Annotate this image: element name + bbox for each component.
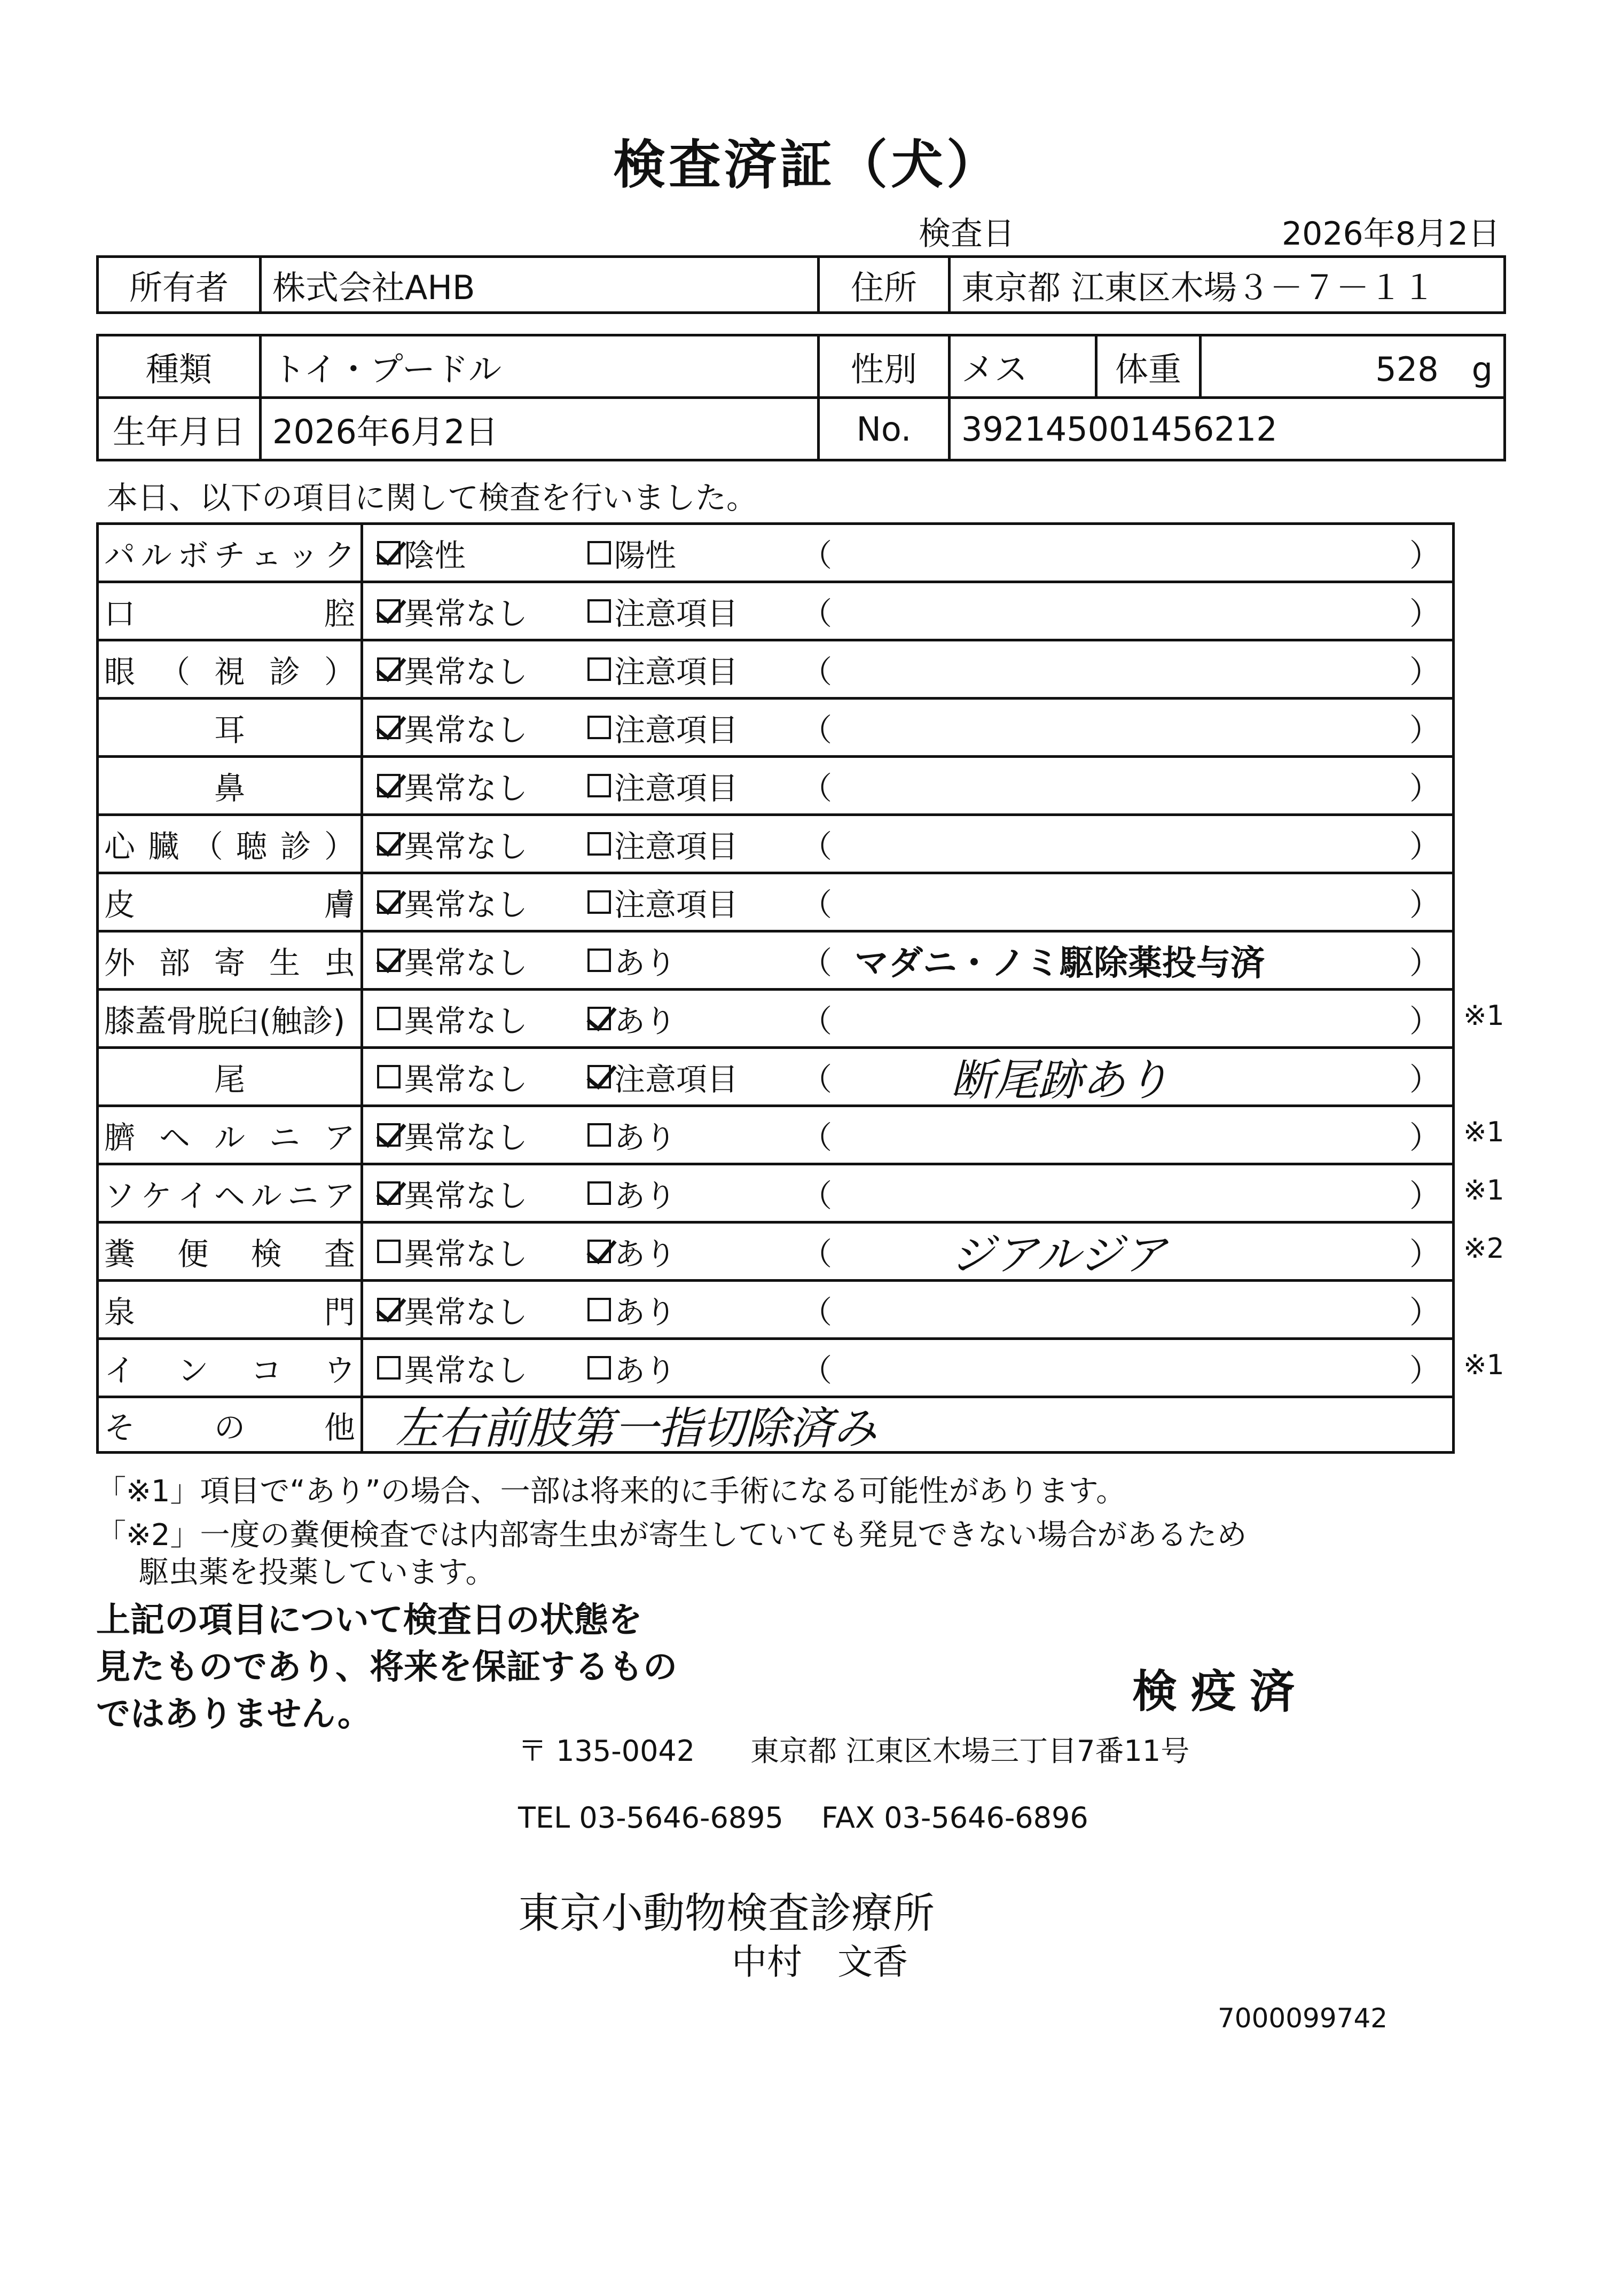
note-close-paren: ） — [1409, 654, 1440, 690]
serial-number: 7000099742 — [1218, 2003, 1388, 2034]
checkbox-icon[interactable] — [587, 949, 611, 972]
exam-note: ジアルジア — [951, 1229, 1167, 1281]
checkbox-icon[interactable] — [587, 1240, 611, 1263]
checkbox-icon[interactable] — [377, 657, 401, 681]
exam-options-cell — [362, 990, 1454, 1048]
option-label: 異常なし — [404, 595, 528, 632]
note-close-paren: ） — [1409, 595, 1440, 632]
checkbox-icon[interactable] — [377, 949, 401, 972]
exam-row — [98, 757, 1454, 815]
exam-item-label: 膝蓋骨脱臼(触診) — [104, 1003, 346, 1039]
exam-checklist — [96, 522, 1455, 1454]
owner-label: 所有者 — [98, 257, 261, 313]
footnote-mark: ※1 — [1463, 1000, 1504, 1032]
exam-item-label: パ ル ボ チ ェ ッ ク — [104, 537, 355, 574]
footnote-mark: ※1 — [1463, 1116, 1504, 1148]
exam-options-cell — [362, 815, 1454, 873]
exam-options-cell — [362, 699, 1454, 757]
doctor-name: 中村 文香 — [732, 1941, 908, 1982]
owner-value: 株式会社AHB — [261, 257, 819, 313]
sex-value: メス — [950, 335, 1096, 398]
exam-options-cell — [362, 931, 1454, 990]
note-open-paren: （ — [801, 1236, 833, 1272]
exam-note: マダニ・ノミ駆除薬投与済 — [854, 944, 1265, 983]
checkbox-icon[interactable] — [587, 832, 611, 856]
exam-item-cell — [98, 1164, 362, 1223]
note-open-paren: （ — [801, 1352, 833, 1389]
footnote-2-line2: 駆虫薬を投薬しています。 — [139, 1555, 496, 1590]
checkbox-icon[interactable] — [377, 832, 401, 856]
checkbox-icon[interactable] — [587, 541, 611, 565]
checkbox-icon[interactable] — [377, 1181, 401, 1205]
exam-options-cell — [362, 1106, 1454, 1164]
exam-item-label: 皮 膚 — [104, 887, 355, 923]
address-value: 東京都 江東区木場３－７－１１ — [950, 257, 1505, 313]
option-abnormal[interactable] — [587, 589, 738, 633]
option-label: 注意項目 — [614, 595, 739, 632]
exam-row — [98, 1339, 1454, 1397]
exam-item-label: 眼 （ 視 診 ） — [104, 654, 355, 690]
exam-row — [98, 1223, 1454, 1281]
option-label: あり — [614, 945, 677, 981]
exam-item-cell — [98, 873, 362, 931]
checkbox-icon[interactable] — [377, 774, 401, 797]
option-label: あり — [614, 1352, 677, 1389]
weight-label: 体重 — [1096, 335, 1201, 398]
option-label: あり — [614, 1294, 677, 1330]
note-close-paren: ） — [1409, 1352, 1440, 1389]
exam-row — [98, 699, 1454, 757]
option-abnormal[interactable] — [587, 530, 676, 575]
option-normal[interactable] — [377, 530, 466, 575]
option-label: 注意項目 — [614, 712, 739, 748]
exam-item-label: 耳 — [214, 712, 245, 748]
no-label: No. — [819, 398, 950, 460]
checkbox-icon[interactable] — [377, 716, 401, 739]
exam-item-label: イ ン コ ウ — [104, 1352, 355, 1389]
quarantine-stamp: 検疫済 — [1132, 1665, 1309, 1718]
exam-item-cell — [98, 524, 362, 582]
option-label: あり — [614, 1236, 677, 1272]
note-close-paren: ） — [1409, 945, 1440, 981]
disclaimer-line2: 見たものであり、将来を保証するもの — [96, 1648, 677, 1687]
intro-text: 本日、以下の項目に関して検査を行いました。 — [107, 480, 758, 516]
exam-item-label: 鼻 — [214, 770, 245, 806]
exam-row — [98, 524, 1454, 582]
note-open-paren: （ — [801, 537, 833, 574]
option-label: 異常なし — [404, 1294, 528, 1330]
option-normal[interactable] — [377, 763, 528, 808]
exam-options-cell — [362, 1164, 1454, 1223]
option-abnormal[interactable] — [587, 763, 738, 808]
dob-value: 2026年6月2日 — [261, 398, 819, 460]
exam-item-label: 心 臓 （ 聴 診 ） — [104, 828, 355, 865]
option-normal[interactable] — [377, 1112, 528, 1157]
note-close-paren: ） — [1409, 828, 1440, 865]
option-label: 異常なし — [404, 945, 528, 981]
exam-date-label: 検査日 — [919, 215, 1015, 253]
option-label: 異常なし — [404, 1061, 528, 1098]
option-abnormal[interactable] — [587, 938, 676, 983]
option-normal[interactable] — [377, 705, 528, 750]
option-label: 注意項目 — [614, 887, 739, 923]
disclaimer-line3: ではありません。 — [96, 1695, 372, 1734]
note-open-paren: （ — [801, 1178, 833, 1214]
clinic-name: 東京小動物検査診療所 — [518, 1890, 935, 1938]
option-normal[interactable] — [377, 647, 528, 692]
exam-options-cell — [362, 757, 1454, 815]
option-normal[interactable] — [377, 1171, 528, 1216]
exam-row — [98, 1281, 1454, 1339]
exam-item-cell — [98, 640, 362, 699]
option-label: 注意項目 — [614, 654, 739, 690]
checkbox-icon[interactable] — [587, 1123, 611, 1147]
breed-label: 種類 — [98, 335, 261, 398]
checkbox-icon[interactable] — [587, 1181, 611, 1205]
checkbox-icon[interactable] — [377, 1123, 401, 1147]
exam-item-cell — [98, 1223, 362, 1281]
note-open-paren: （ — [801, 945, 833, 981]
note-close-paren: ） — [1409, 1119, 1440, 1156]
exam-row — [98, 582, 1454, 640]
option-label: 異常なし — [404, 1352, 528, 1389]
note-close-paren: ） — [1409, 537, 1440, 574]
option-normal[interactable] — [377, 880, 528, 924]
option-abnormal[interactable] — [587, 705, 738, 750]
note-open-paren: （ — [801, 887, 833, 923]
exam-date-value: 2026年8月2日 — [1282, 215, 1501, 253]
exam-options-cell — [362, 1048, 1454, 1106]
checkbox-icon[interactable] — [587, 1298, 611, 1321]
checkbox-icon[interactable] — [377, 1356, 401, 1380]
option-label: 陰性 — [404, 537, 466, 574]
note-open-paren: （ — [801, 1003, 833, 1039]
note-open-paren: （ — [801, 712, 833, 748]
note-close-paren: ） — [1409, 1236, 1440, 1272]
option-label: 異常なし — [404, 712, 528, 748]
option-normal[interactable] — [377, 996, 528, 1041]
checkbox-icon[interactable] — [377, 890, 401, 914]
note-open-paren: （ — [801, 828, 833, 865]
option-abnormal[interactable] — [587, 647, 738, 692]
note-open-paren: （ — [801, 1294, 833, 1330]
option-label: あり — [614, 1119, 677, 1156]
note-open-paren: （ — [801, 595, 833, 632]
note-open-paren: （ — [801, 770, 833, 806]
option-abnormal[interactable] — [587, 821, 738, 866]
checkbox-icon[interactable] — [587, 774, 611, 797]
checkbox-icon[interactable] — [587, 1065, 611, 1088]
exam-options-cell — [362, 1223, 1454, 1281]
option-abnormal[interactable] — [587, 880, 738, 924]
exam-options-cell — [362, 582, 1454, 640]
option-normal[interactable] — [377, 1054, 528, 1099]
exam-row — [98, 931, 1454, 990]
other-label: そ の 他 — [104, 1409, 355, 1446]
exam-item-cell — [98, 1048, 362, 1106]
footnote-mark: ※2 — [1463, 1233, 1504, 1265]
note-close-paren: ） — [1409, 770, 1440, 806]
checkbox-icon[interactable] — [587, 599, 611, 623]
address-label: 住所 — [819, 257, 950, 313]
note-close-paren: ） — [1409, 1294, 1440, 1330]
option-label: 異常なし — [404, 887, 528, 923]
checkbox-icon[interactable] — [587, 657, 611, 681]
exam-options-cell — [362, 1339, 1454, 1397]
exam-row — [98, 640, 1454, 699]
checkbox-icon[interactable] — [377, 1007, 401, 1030]
footnote-2-line1: 「※2」一度の糞便検査では内部寄生虫が寄生していても発見できない場合があるため — [96, 1518, 1247, 1553]
other-value-cell — [362, 1397, 1454, 1453]
option-normal[interactable] — [377, 1229, 528, 1274]
exam-options-cell — [362, 640, 1454, 699]
exam-options-cell — [362, 524, 1454, 582]
dob-label: 生年月日 — [98, 398, 261, 460]
option-label: 異常なし — [404, 1178, 528, 1214]
exam-item-label: 糞 便 検 査 — [104, 1236, 355, 1272]
owner-table — [96, 255, 1506, 314]
option-normal[interactable] — [377, 589, 528, 633]
checkbox-icon[interactable] — [587, 1007, 611, 1030]
option-abnormal[interactable] — [587, 1171, 676, 1216]
exam-item-cell — [98, 1339, 362, 1397]
exam-options-cell — [362, 1281, 1454, 1339]
exam-row — [98, 1106, 1454, 1164]
footnote-1: 「※1」項目で“あり”の場合、一部は将来的に手術になる可能性があります。 — [96, 1474, 1126, 1509]
exam-note: 断尾跡あり — [951, 1055, 1170, 1106]
option-label: 陽性 — [614, 537, 677, 574]
option-label: あり — [614, 1003, 677, 1039]
checkbox-icon[interactable] — [587, 716, 611, 739]
note-close-paren: ） — [1409, 712, 1440, 748]
checkbox-icon[interactable] — [587, 1356, 611, 1380]
exam-item-cell — [98, 582, 362, 640]
checkbox-icon[interactable] — [377, 1298, 401, 1321]
exam-item-label: 泉 門 — [104, 1294, 355, 1330]
note-open-paren: （ — [801, 1119, 833, 1156]
clinic-tel: TEL 03-5646-6895 — [518, 1801, 783, 1835]
exam-item-cell — [98, 815, 362, 873]
exam-item-cell — [98, 990, 362, 1048]
other-item-cell — [98, 1397, 362, 1453]
option-label: 異常なし — [404, 1119, 528, 1156]
disclaimer-line1: 上記の項目について検査日の状態を — [96, 1601, 642, 1640]
no-value: 392145001456212 — [950, 398, 1505, 460]
clinic-postal: 〒 135-0042 — [518, 1734, 695, 1768]
note-close-paren: ） — [1409, 1178, 1440, 1214]
option-abnormal[interactable] — [587, 1112, 676, 1157]
checkbox-icon[interactable] — [587, 890, 611, 914]
option-label: 異常なし — [404, 770, 528, 806]
checkbox-icon[interactable] — [377, 1240, 401, 1263]
note-close-paren: ） — [1409, 1061, 1440, 1098]
exam-row — [98, 873, 1454, 931]
other-value: 左右前肢第一指切除済み — [395, 1403, 877, 1454]
option-label: あり — [614, 1178, 677, 1214]
option-label: 異常なし — [404, 654, 528, 690]
option-label: 異常なし — [404, 828, 528, 865]
option-normal[interactable] — [377, 1345, 528, 1390]
exam-item-label: 尾 — [214, 1061, 245, 1098]
exam-row — [98, 1048, 1454, 1106]
option-label: 注意項目 — [614, 1061, 739, 1098]
option-normal[interactable] — [377, 938, 528, 983]
exam-options-cell — [362, 873, 1454, 931]
note-close-paren: ） — [1409, 887, 1440, 923]
option-abnormal[interactable] — [587, 1054, 738, 1099]
footnote-mark: ※1 — [1463, 1174, 1504, 1206]
note-open-paren: （ — [801, 1061, 833, 1098]
sex-label: 性別 — [819, 335, 950, 398]
breed-value: トイ・プードル — [261, 335, 819, 398]
checkbox-icon[interactable] — [377, 541, 401, 565]
exam-item-label: ソ ケ イ ヘ ル ニ ア — [104, 1178, 355, 1214]
option-label: 注意項目 — [614, 770, 739, 806]
option-label: 注意項目 — [614, 828, 739, 865]
option-label: 異常なし — [404, 1003, 528, 1039]
note-open-paren: （ — [801, 654, 833, 690]
option-abnormal[interactable] — [587, 1287, 676, 1332]
exam-item-label: 口 腔 — [104, 595, 355, 632]
option-normal[interactable] — [377, 1287, 528, 1332]
exam-item-cell — [98, 1281, 362, 1339]
exam-item-cell — [98, 1106, 362, 1164]
option-label: 異常なし — [404, 1236, 528, 1272]
exam-item-cell — [98, 757, 362, 815]
checkbox-icon[interactable] — [377, 599, 401, 623]
animal-table — [96, 334, 1506, 461]
exam-item-cell — [98, 699, 362, 757]
weight-value: 528 g — [1201, 335, 1505, 398]
clinic-address: 東京都 江東区木場三丁目7番11号 — [750, 1734, 1190, 1768]
exam-item-label: 臍 ヘ ル ニ ア — [104, 1119, 355, 1156]
exam-row — [98, 815, 1454, 873]
option-normal[interactable] — [377, 821, 528, 866]
exam-item-cell — [98, 931, 362, 990]
exam-row — [98, 990, 1454, 1048]
footnote-mark: ※1 — [1463, 1349, 1504, 1381]
option-abnormal[interactable] — [587, 1229, 676, 1274]
checkbox-icon[interactable] — [377, 1065, 401, 1088]
clinic-fax: FAX 03-5646-6896 — [821, 1801, 1088, 1835]
exam-row — [98, 1164, 1454, 1223]
option-abnormal[interactable] — [587, 1345, 676, 1390]
exam-item-label: 外 部 寄 生 虫 — [104, 945, 355, 981]
option-abnormal[interactable] — [587, 996, 676, 1041]
note-close-paren: ） — [1409, 1003, 1440, 1039]
document-title: 検査済証（犬） — [613, 135, 1002, 195]
